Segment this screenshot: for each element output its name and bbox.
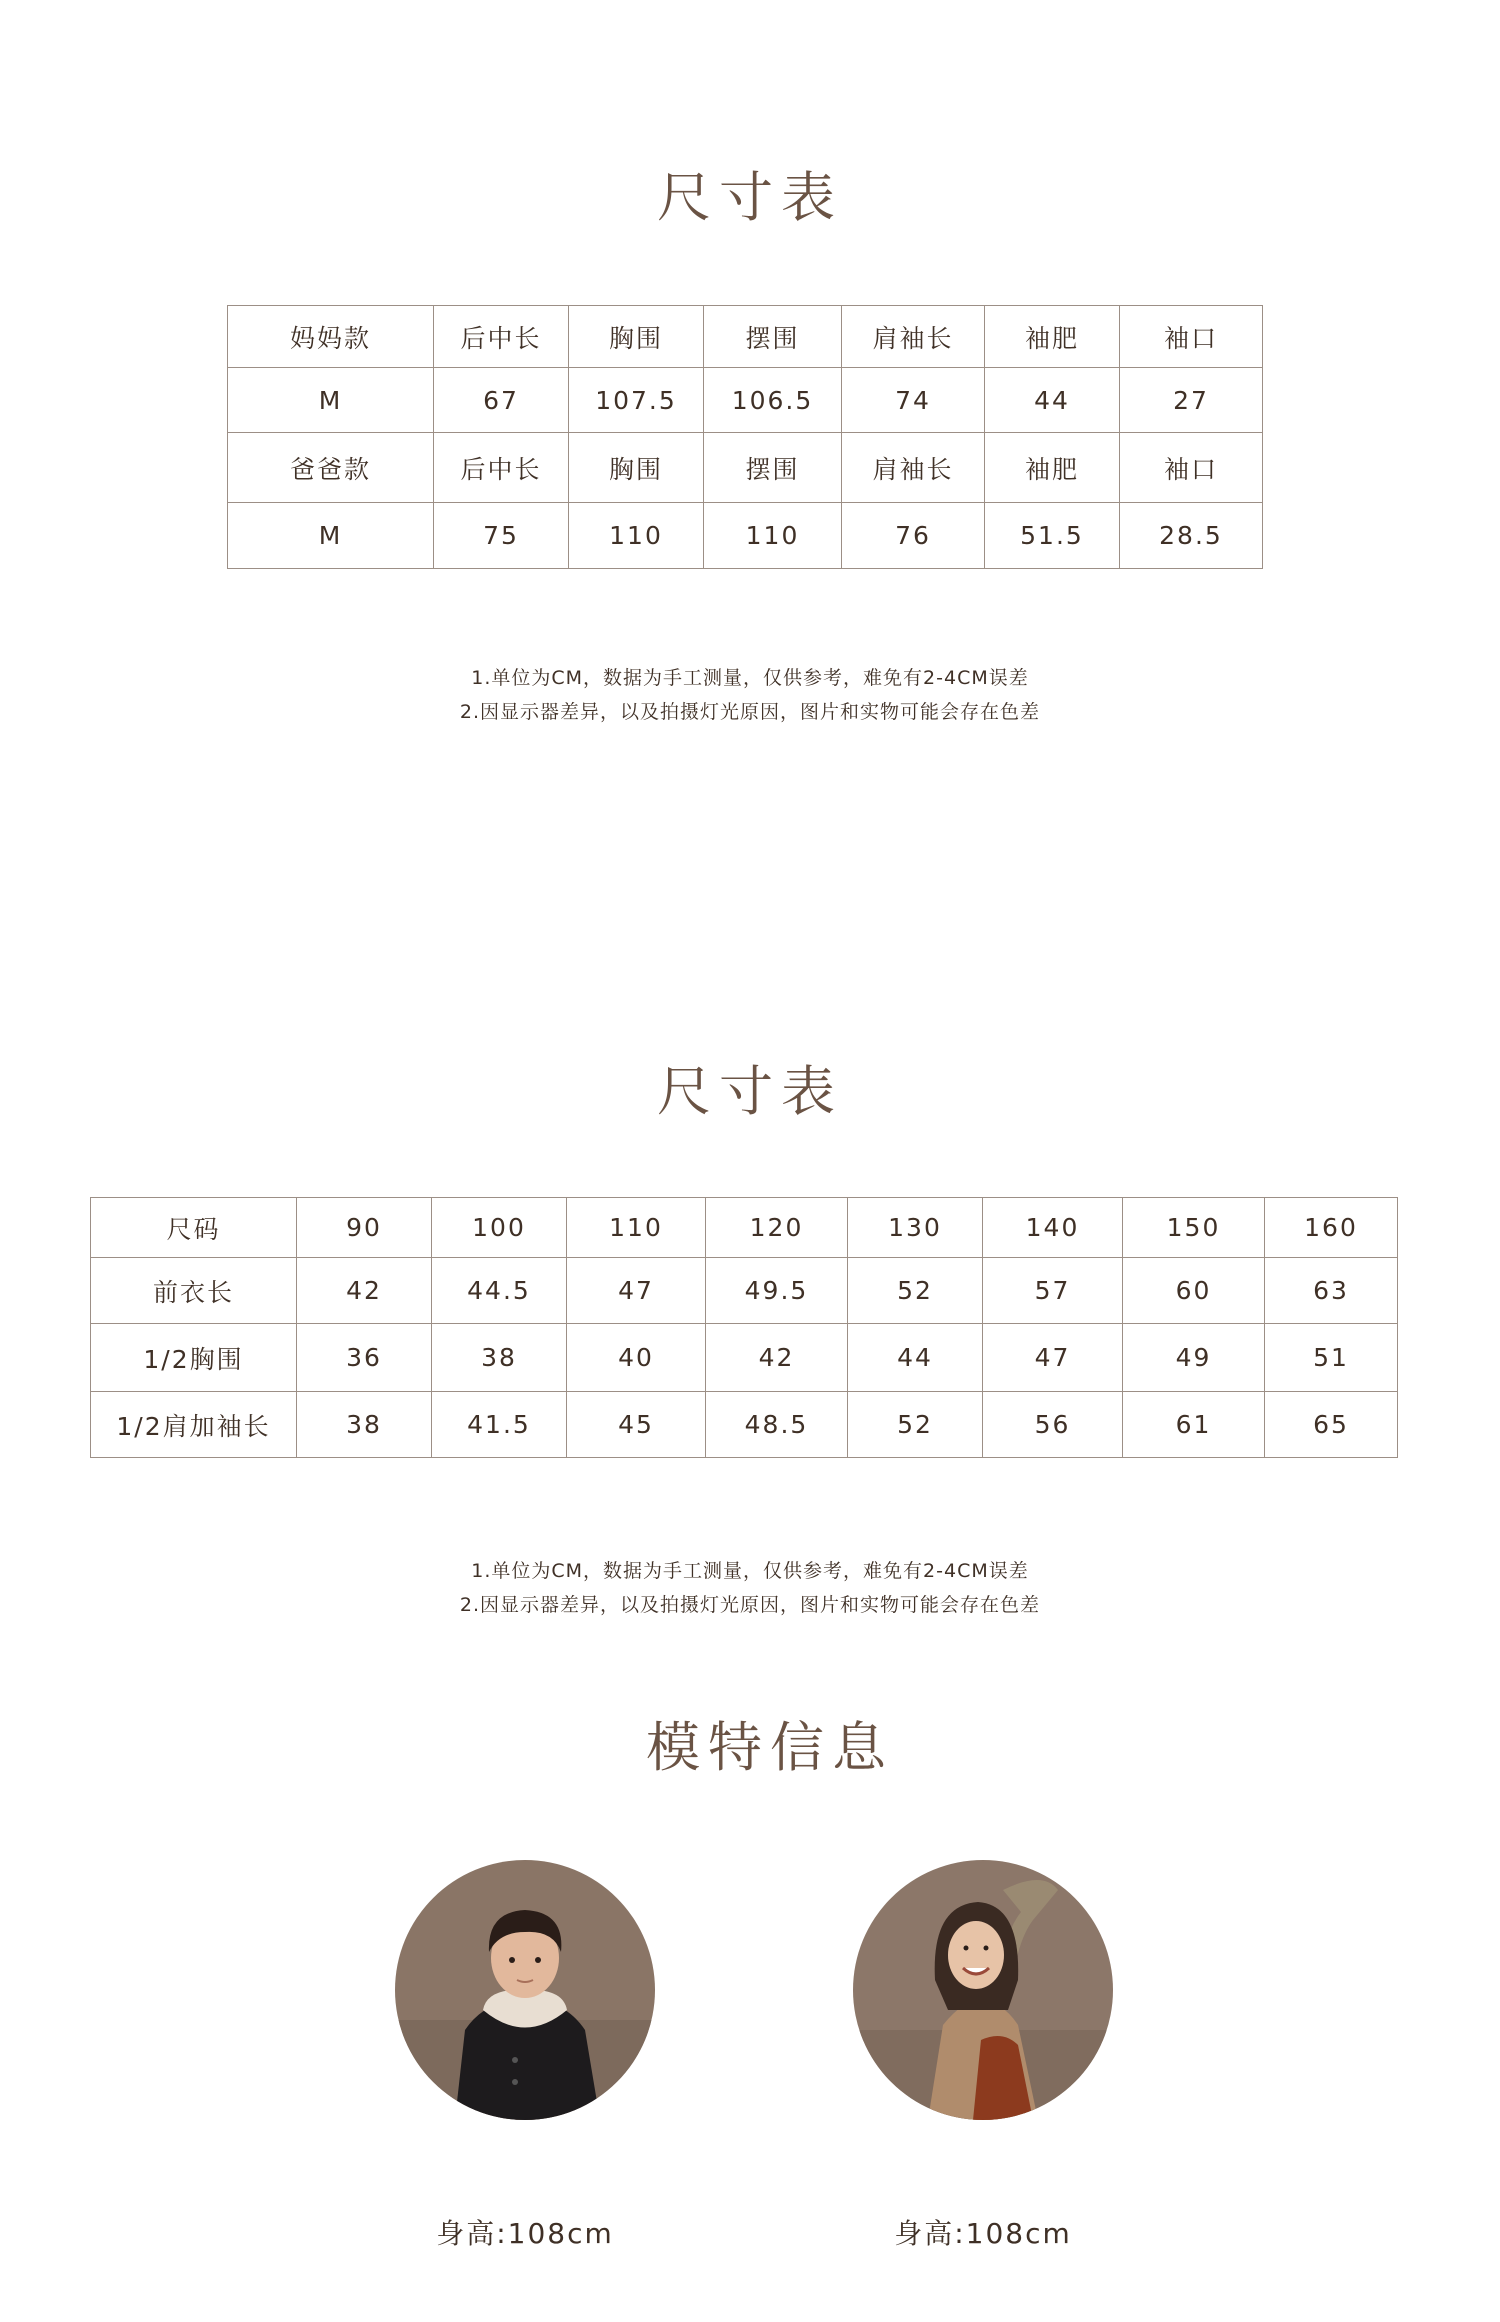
table-row: [228, 433, 1263, 503]
table-cell: 110: [569, 503, 704, 569]
table-cell: 胸围: [569, 433, 704, 503]
size-chart-title-kids: 尺寸表: [657, 1060, 843, 1123]
table-cell: 38: [432, 1324, 567, 1392]
table-cell: 56: [983, 1392, 1123, 1458]
table-row: [91, 1198, 1398, 1258]
table-cell: 袖肥: [985, 433, 1120, 503]
table-cell: 肩袖长: [842, 306, 985, 368]
table-cell: 1/2肩加袖长: [91, 1392, 297, 1458]
table-cell: 52: [848, 1392, 983, 1458]
table-cell: 肩袖长: [842, 433, 985, 503]
table-cell: 47: [983, 1324, 1123, 1392]
size-notes-adult: [0, 661, 1500, 729]
table-cell: M: [228, 503, 434, 569]
table-cell: 袖口: [1120, 306, 1263, 368]
table-cell: 42: [297, 1258, 432, 1324]
table-cell: 61: [1123, 1392, 1265, 1458]
adult-size-table: [227, 305, 1263, 569]
table-cell: 67: [434, 368, 569, 433]
table-cell: 51: [1265, 1324, 1398, 1392]
table-cell: 40: [567, 1324, 706, 1392]
kids-size-table: [90, 1197, 1398, 1458]
table-cell: 后中长: [434, 306, 569, 368]
table-cell: 57: [983, 1258, 1123, 1324]
model-photo-boy: [395, 1860, 655, 2120]
model-height-girl: 身高:108cm: [894, 2217, 1072, 2250]
note-line: 1.单位为CM，数据为手工测量，仅供参考，难免有2-4CM误差: [471, 667, 1029, 689]
model-photo-girl: [853, 1860, 1113, 2120]
table-cell: M: [228, 368, 434, 433]
table-cell: 49: [1123, 1324, 1265, 1392]
table-cell: 44: [848, 1324, 983, 1392]
table-cell: 42: [706, 1324, 848, 1392]
table-cell: 90: [297, 1198, 432, 1258]
table-row: [228, 503, 1263, 569]
table-cell: 150: [1123, 1198, 1265, 1258]
table-row: [228, 368, 1263, 433]
table-row: [228, 306, 1263, 368]
table-cell: 36: [297, 1324, 432, 1392]
table-cell: 107.5: [569, 368, 704, 433]
table-cell: 160: [1265, 1198, 1398, 1258]
table-cell: 尺码: [91, 1198, 297, 1258]
note-line: 1.单位为CM，数据为手工测量，仅供参考，难免有2-4CM误差: [471, 1560, 1029, 1582]
table-cell: 38: [297, 1392, 432, 1458]
table-cell: 120: [706, 1198, 848, 1258]
table-cell: 摆围: [704, 306, 842, 368]
table-cell: 76: [842, 503, 985, 569]
note-line: 2.因显示器差异，以及拍摄灯光原因，图片和实物可能会存在色差: [459, 1594, 1041, 1616]
table-cell: 49.5: [706, 1258, 848, 1324]
table-cell: 75: [434, 503, 569, 569]
table-cell: 爸爸款: [228, 433, 434, 503]
table-cell: 44.5: [432, 1258, 567, 1324]
table-cell: 胸围: [569, 306, 704, 368]
table-row: [91, 1392, 1398, 1458]
table-cell: 63: [1265, 1258, 1398, 1324]
table-cell: 110: [704, 503, 842, 569]
table-cell: 前衣长: [91, 1258, 297, 1324]
table-cell: 110: [567, 1198, 706, 1258]
size-chart-title-adult: 尺寸表: [657, 166, 843, 229]
table-cell: 48.5: [706, 1392, 848, 1458]
table-cell: 1/2胸围: [91, 1324, 297, 1392]
table-cell: 47: [567, 1258, 706, 1324]
model-info-title: 模特信息: [646, 1716, 894, 1779]
size-notes-kids: [0, 1554, 1500, 1622]
table-cell: 106.5: [704, 368, 842, 433]
table-cell: 74: [842, 368, 985, 433]
table-cell: 妈妈款: [228, 306, 434, 368]
table-cell: 100: [432, 1198, 567, 1258]
model-photo-girl-image: [853, 1860, 1113, 2120]
table-cell: 140: [983, 1198, 1123, 1258]
model-height-boy: 身高:108cm: [436, 2217, 614, 2250]
table-cell: 28.5: [1120, 503, 1263, 569]
note-line: 2.因显示器差异，以及拍摄灯光原因，图片和实物可能会存在色差: [459, 701, 1041, 723]
table-cell: 27: [1120, 368, 1263, 433]
table-cell: 摆围: [704, 433, 842, 503]
table-cell: 后中长: [434, 433, 569, 503]
table-cell: 45: [567, 1392, 706, 1458]
table-cell: 41.5: [432, 1392, 567, 1458]
table-cell: 52: [848, 1258, 983, 1324]
model-photo-boy-image: [395, 1860, 655, 2120]
table-row: [91, 1258, 1398, 1324]
table-cell: 袖肥: [985, 306, 1120, 368]
table-cell: 130: [848, 1198, 983, 1258]
table-cell: 51.5: [985, 503, 1120, 569]
table-cell: 袖口: [1120, 433, 1263, 503]
table-row: [91, 1324, 1398, 1392]
table-cell: 44: [985, 368, 1120, 433]
table-cell: 60: [1123, 1258, 1265, 1324]
table-cell: 65: [1265, 1392, 1398, 1458]
